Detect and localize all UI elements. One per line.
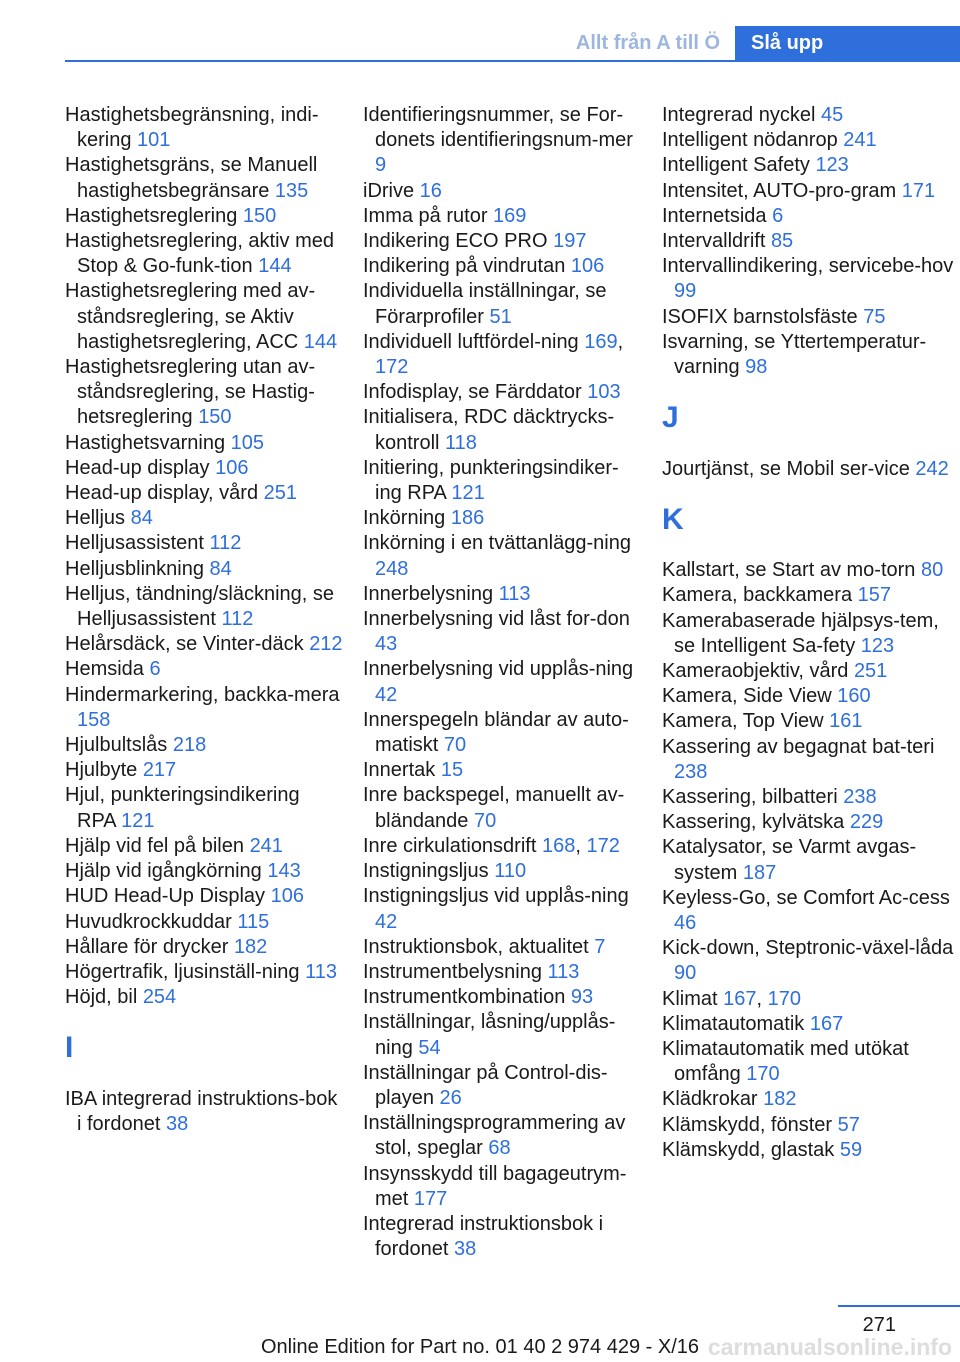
index-entry	[65, 1087, 343, 1137]
page-link[interactable]: 42	[375, 683, 398, 706]
index-entry	[363, 708, 643, 758]
index-term: Inre backspegel, manuellt av-bländande	[363, 784, 625, 832]
index-term: Hjul, punkteringsindikering RPA	[65, 784, 300, 832]
index-term: ISOFIX barnstolsfäste	[662, 305, 864, 328]
index-entry	[363, 859, 643, 884]
index-entry	[662, 1012, 954, 1037]
index-entry	[363, 985, 643, 1010]
index-term: Hastighetsreglering med av-ståndsreglering, se Aktiv hastighetsreglering, ACC	[65, 280, 316, 353]
index-column-3	[662, 103, 954, 1163]
page-link[interactable]: 218	[172, 734, 207, 757]
page-link[interactable]: 217	[142, 759, 177, 782]
index-entry	[363, 179, 643, 204]
index-entry	[363, 1010, 643, 1060]
page-link[interactable]: 43	[375, 633, 398, 656]
index-entry	[65, 531, 343, 556]
index-term: Inre cirkulationsdrift	[363, 834, 542, 857]
page-link[interactable]: 158	[77, 708, 111, 731]
index-entry	[662, 1113, 954, 1138]
index-entry	[662, 153, 954, 178]
index-term: Helljus, tändning/släckning, se Helljusassistent	[65, 582, 335, 631]
index-entry	[363, 380, 643, 405]
page-link[interactable]: 238	[843, 786, 877, 809]
index-entry	[662, 204, 954, 229]
page-link[interactable]: 143	[267, 860, 301, 883]
page-number: 271	[862, 1314, 896, 1336]
index-term: Integrerad instruktionsbok i fordonet	[363, 1212, 604, 1261]
index-term: Hastighetsreglering, aktiv med Stop & Go-funk-tion	[65, 230, 335, 278]
page-link[interactable]: 182	[233, 935, 268, 958]
index-entry	[363, 103, 643, 179]
page-link[interactable]: 115	[237, 910, 270, 933]
index-entry	[65, 103, 343, 153]
index-entry	[65, 431, 343, 456]
index-term: Hållare för drycker	[65, 935, 234, 958]
index-term: Huvudkrockkuddar	[65, 910, 238, 933]
page-link[interactable]: 186	[450, 507, 485, 530]
index-term: Head-up display	[65, 456, 216, 479]
page-link[interactable]: 123	[860, 634, 895, 657]
index-entry	[65, 355, 343, 431]
index-term: Intensitet, AUTO-pro-gram	[662, 179, 902, 202]
index-term: Jourtjänst, se Mobil ser-vice	[662, 457, 916, 480]
index-entry: Inre cirkulationsdrift 168, 172	[363, 834, 620, 857]
page-link[interactable]: 99	[674, 280, 697, 303]
index-entry	[363, 960, 643, 985]
index-entry	[65, 582, 343, 632]
index-term: Helljusblinkning	[65, 557, 210, 580]
index-entry	[662, 558, 954, 583]
page-link[interactable]: 112	[221, 608, 254, 631]
index-entry	[65, 279, 343, 355]
watermark-logo: carmanualsonline.info	[707, 1334, 952, 1360]
index-entry	[65, 557, 343, 582]
index-term: Indikering på vindrutan	[363, 255, 571, 278]
index-entry	[662, 684, 954, 709]
index-term: Insynsskydd till bagageutrym-met	[363, 1162, 627, 1210]
page-link[interactable]: 113	[547, 960, 580, 983]
index-term: Inställningsprogrammering av stol, speglar	[363, 1112, 626, 1160]
index-entry: Klimat 167, 170	[662, 987, 801, 1010]
index-term: Inkörning	[363, 507, 451, 530]
index-term: Innerbelysning vid upplås-ning	[363, 658, 634, 681]
index-entry	[65, 632, 343, 657]
index-entry	[65, 859, 343, 884]
index-column-2	[363, 103, 643, 1262]
index-entry	[363, 1162, 643, 1212]
page-link[interactable]: 54	[418, 1036, 441, 1059]
footer-rule	[838, 1305, 960, 1307]
index-term: Höjd, bil	[65, 986, 143, 1009]
index-entry	[662, 1087, 954, 1112]
index-entry	[363, 1111, 643, 1161]
index-term: HUD Head-Up Display	[65, 885, 271, 908]
section-letter: K	[662, 502, 684, 536]
page-link[interactable]: 98	[745, 356, 768, 379]
page-link[interactable]: 167	[723, 987, 757, 1010]
index-entry	[65, 783, 343, 833]
page-link[interactable]: 84	[130, 507, 153, 530]
page-link[interactable]: 101	[137, 129, 171, 152]
index-term: Hjulbultslås	[65, 734, 173, 757]
index-term: Kamerabaserade hjälpsys-tem, se Intelligent Sa-fety	[662, 609, 939, 657]
index-term: Helårsdäck, se Vinter-däck	[65, 633, 310, 656]
page-link[interactable]: 118	[445, 431, 477, 454]
page-link[interactable]: 46	[674, 912, 697, 935]
index-entry	[662, 609, 954, 659]
index-term: Instigningsljus vid upplås-ning	[363, 885, 629, 908]
page-link[interactable]: 113	[305, 960, 337, 983]
index-entry	[65, 153, 343, 203]
header-rule	[65, 60, 960, 62]
page-link[interactable]: 197	[553, 230, 587, 253]
index-entry	[662, 229, 954, 254]
index-entry	[662, 936, 954, 986]
index-term: Klädkrokar	[662, 1088, 764, 1111]
index-term: Instrumentbelysning	[363, 960, 548, 983]
page-link[interactable]: 177	[413, 1187, 448, 1210]
page-link[interactable]: 45	[820, 104, 844, 126]
page-link[interactable]: 70	[443, 734, 467, 757]
index-term: Isvarning, se Yttertemperatur-varning	[662, 330, 927, 379]
page-link[interactable]: 161	[829, 710, 863, 733]
page-link[interactable]: 106	[570, 255, 605, 278]
page-link[interactable]: 7	[594, 935, 606, 958]
index-entry	[662, 785, 954, 810]
index-term: Kameraobjektiv, vård	[662, 660, 854, 683]
page-link[interactable]: 144	[258, 255, 292, 278]
index-entry	[363, 607, 643, 657]
page-link[interactable]: 229	[849, 811, 884, 834]
page-link[interactable]: 238	[674, 760, 708, 783]
index-term: Intelligent nödanrop	[662, 129, 844, 152]
nav-a-to-z-tab[interactable]: Allt från A till Ö	[561, 26, 735, 60]
index-term: Hindermarkering, backka-mera	[65, 683, 340, 706]
index-entry	[662, 835, 954, 885]
page-link[interactable]: 26	[439, 1086, 462, 1109]
index-entry: Individuell luftfördel-ning 169, 172	[363, 330, 624, 379]
page-link[interactable]: 15	[440, 759, 464, 782]
page-link[interactable]: 93	[570, 986, 594, 1009]
index-term: Klämskydd, glastak	[662, 1138, 840, 1161]
index-entry	[363, 758, 643, 783]
index-entry	[65, 758, 343, 783]
index-term: Klimatautomatik med utökat omfång	[662, 1038, 909, 1086]
page-link[interactable]: 241	[249, 834, 283, 857]
page-link[interactable]: 103	[587, 381, 621, 404]
page-link[interactable]: 80	[920, 559, 944, 582]
page-link[interactable]: 90	[674, 962, 697, 985]
index-term: Initialisera, RDC däcktrycks-kontroll	[363, 406, 615, 454]
index-entry	[363, 531, 643, 581]
page-link[interactable]: 110	[494, 860, 527, 883]
page-link[interactable]: 212	[309, 633, 343, 656]
page-link[interactable]: 182	[763, 1088, 797, 1111]
index-entry	[363, 279, 643, 329]
index-entry	[363, 1212, 643, 1262]
index-entry	[363, 229, 643, 254]
page-link[interactable]: 144	[303, 330, 338, 353]
page-link[interactable]: 170	[767, 987, 801, 1010]
page-link[interactable]: 123	[815, 154, 849, 177]
index-term: Hastighetsreglering utan av-ståndsreglering, se Hastig-hetsreglering	[65, 356, 316, 429]
index-term: Katalysator, se Varmt avgas-system	[662, 836, 917, 884]
index-term: Keyless-Go, se Comfort Ac-cess	[662, 886, 950, 909]
page-link[interactable]: 171	[901, 179, 936, 202]
section-letter: I	[65, 1031, 74, 1065]
section-letter: J	[662, 401, 679, 435]
page-link[interactable]: 121	[121, 809, 155, 832]
page-link[interactable]: 42	[375, 910, 398, 933]
index-entry	[65, 935, 343, 960]
index-term: iDrive	[363, 179, 420, 202]
index-term: Instigningsljus	[363, 860, 495, 883]
index-entry	[65, 229, 343, 279]
page-link[interactable]: 85	[770, 230, 794, 253]
index-entry	[363, 657, 643, 707]
page-link[interactable]: 9	[375, 154, 387, 177]
page-link[interactable]: 187	[742, 861, 777, 884]
index-entry	[65, 910, 343, 935]
index-term: Imma på rutor	[363, 204, 494, 227]
index-entry	[363, 884, 643, 934]
page-link[interactable]: 169	[584, 330, 618, 353]
page-link[interactable]: 106	[215, 456, 249, 479]
index-term: Individuell luftfördel-ning	[363, 330, 585, 353]
index-entry	[662, 810, 954, 835]
index-entry	[363, 204, 643, 229]
index-term: Hjulbyte	[65, 759, 143, 782]
index-term: Internetsida	[662, 204, 773, 227]
page-link[interactable]: 167	[809, 1012, 844, 1035]
index-entry	[65, 657, 343, 682]
page-link[interactable]: 172	[586, 834, 620, 857]
index-term: Klimatautomatik	[662, 1012, 810, 1035]
index-term: Initiering, punkteringsindiker-ing RPA	[363, 456, 619, 505]
index-term: Inkörning i en tvättanlägg-ning	[363, 532, 631, 555]
index-entry	[662, 330, 954, 380]
index-entry	[65, 960, 343, 985]
index-entry	[662, 735, 954, 785]
page-link[interactable]: 160	[837, 685, 871, 708]
page-link[interactable]: 248	[375, 557, 409, 580]
index-term: Hjälp vid fel på bilen	[65, 834, 250, 857]
page-link[interactable]: 70	[473, 809, 497, 832]
index-term: Intelligent Safety	[662, 154, 816, 177]
index-term: Innertak	[363, 759, 441, 782]
page-link[interactable]: 84	[209, 557, 232, 580]
index-entry	[363, 405, 643, 455]
index-term: Kallstart, se Start av mo-torn	[662, 559, 921, 582]
index-term: Infodisplay, se Färddator	[363, 381, 588, 404]
page-link[interactable]: 57	[837, 1113, 860, 1136]
index-term: Kassering, bilbatteri	[662, 786, 844, 809]
page-link[interactable]: 75	[863, 305, 886, 328]
index-term: Klimat	[662, 987, 724, 1010]
edition-note: Online Edition for Part no. 01 40 2 974 429 - X/16	[260, 1336, 700, 1358]
page-header	[0, 26, 960, 62]
page-link[interactable]: 169	[493, 204, 527, 227]
page-link[interactable]: 241	[843, 129, 877, 152]
page-link[interactable]: 251	[853, 660, 888, 683]
index-term: Intervalldrift	[662, 230, 771, 253]
page-link[interactable]: 6	[772, 204, 784, 227]
page-link[interactable]: 38	[453, 1238, 477, 1261]
index-entry	[65, 733, 343, 758]
page-link[interactable]: 242	[915, 457, 949, 480]
index-column-1	[65, 103, 343, 1137]
page-link[interactable]: 157	[857, 584, 892, 607]
index-term: Innerspegeln bländar av auto-matiskt	[363, 708, 629, 757]
index-entry	[363, 456, 643, 506]
index-term: Head-up display, vård	[65, 482, 264, 505]
index-entry	[662, 305, 954, 330]
page-link[interactable]: 254	[142, 986, 177, 1009]
index-term: Kamera, backkamera	[662, 584, 858, 607]
index-entry	[65, 985, 343, 1010]
index-term: Kamera, Top View	[662, 710, 830, 733]
page-link[interactable]: 172	[375, 356, 409, 379]
page-link[interactable]: 38	[165, 1112, 189, 1135]
index-entry	[65, 506, 343, 531]
index-term: Hjälp vid igångkörning	[65, 860, 268, 883]
index-term: Hastighetsvarning	[65, 431, 231, 454]
page-link[interactable]: 112	[209, 532, 242, 555]
page-link[interactable]: 113	[498, 582, 531, 605]
index-entry	[363, 935, 643, 960]
index-entry	[65, 884, 343, 909]
page-link[interactable]: 59	[839, 1138, 863, 1161]
index-entry	[65, 683, 343, 733]
page-link[interactable]: 150	[242, 204, 277, 227]
page-link[interactable]: 168	[541, 834, 576, 857]
index-entry	[65, 834, 343, 859]
index-term: Intervallindikering, servicebe-hov	[662, 255, 954, 278]
index-term: Helljusassistent	[65, 532, 210, 555]
index-entry	[662, 886, 954, 936]
index-term: Instrumentkombination	[363, 986, 571, 1009]
index-term: Integrerad nyckel	[662, 104, 821, 126]
index-term: Hastighetsbegränsning, indi-kering	[65, 104, 319, 152]
page-link[interactable]: 68	[488, 1137, 511, 1160]
index-term: Klämskydd, fönster	[662, 1113, 838, 1136]
index-entry	[662, 254, 954, 304]
page-link[interactable]: 251	[263, 482, 297, 505]
index-term: Individuella inställningar, se Förarprofiler	[363, 280, 607, 328]
index-entry	[662, 457, 954, 482]
page-link[interactable]: 170	[746, 1063, 780, 1086]
index-entry	[65, 456, 343, 481]
index-term: Indikering ECO PRO	[363, 230, 554, 253]
index-term: Hastighetsreglering	[65, 204, 243, 227]
index-term: Kassering av begagnat bat-teri	[662, 735, 935, 758]
index-entry	[662, 1138, 954, 1163]
index-term: Hastighetsgräns, se Manuell hastighetsbegränsare	[65, 154, 318, 202]
index-entry	[662, 583, 954, 608]
page-link[interactable]: 150	[198, 406, 232, 429]
index-term: Inställningar på Control-dis-playen	[363, 1061, 608, 1109]
nav-look-up-tab[interactable]: Slå upp	[735, 26, 960, 60]
index-entry	[363, 254, 643, 279]
index-entry	[662, 179, 954, 204]
index-term: Inställningar, låsning/upplås-ning	[363, 1011, 616, 1059]
page-link[interactable]: 51	[489, 305, 512, 328]
index-entry	[662, 709, 954, 734]
index-term: Kassering, kylvätska	[662, 811, 850, 834]
page-link[interactable]: 105	[230, 431, 265, 454]
index-term: Hemsida	[65, 658, 150, 681]
index-term: Kick-down, Steptronic-växel-låda	[662, 937, 954, 960]
index-entry	[363, 582, 643, 607]
index-term: Högertrafik, ljusinställ-ning	[65, 960, 306, 983]
index-entry	[363, 1061, 643, 1111]
index-entry	[662, 103, 954, 128]
index-term: Instruktionsbok, aktualitet	[363, 935, 595, 958]
index-entry	[363, 506, 643, 531]
index-term: Innerbelysning vid låst for-don	[363, 608, 630, 631]
page-link[interactable]: 6	[149, 658, 161, 681]
index-entry	[65, 481, 343, 506]
index-term: Innerbelysning	[363, 582, 499, 605]
page-link[interactable]: 135	[274, 179, 309, 202]
page-link[interactable]: 121	[451, 482, 485, 505]
index-term: Helljus	[65, 507, 131, 530]
index-entry	[662, 1037, 954, 1087]
index-term: Identifieringsnummer, se For-donets identifieringsnum-mer	[363, 104, 633, 152]
index-entry	[662, 659, 954, 684]
page-link[interactable]: 106	[270, 885, 304, 908]
index-entry	[662, 128, 954, 153]
index-term: Kamera, Side View	[662, 685, 838, 708]
index-term: IBA integrerad instruktions-bok i fordonet	[65, 1087, 338, 1135]
index-entry	[65, 204, 343, 229]
page-link[interactable]: 16	[419, 179, 442, 202]
index-entry	[363, 783, 643, 833]
